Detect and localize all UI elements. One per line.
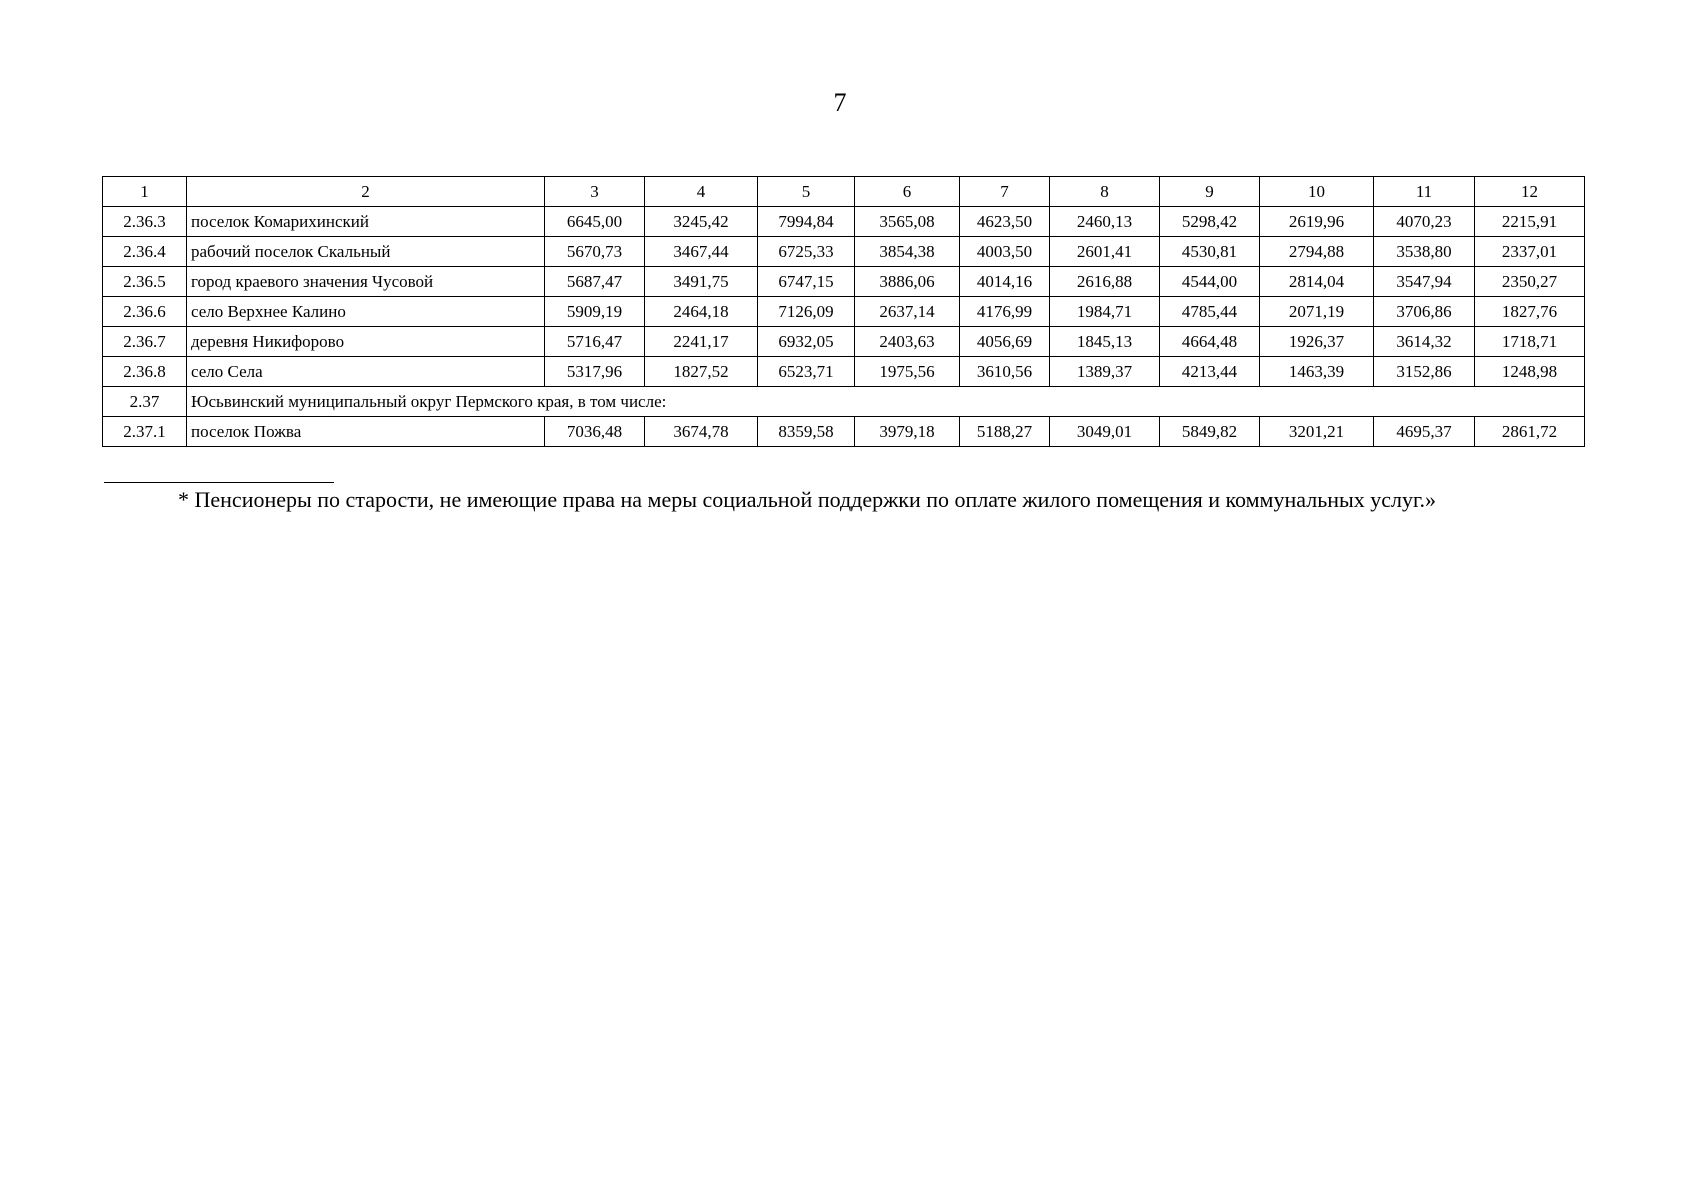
value-cell: 3547,94 [1374,267,1475,297]
value-cell: 2241,17 [645,327,758,357]
value-cell: 9 [1160,177,1260,207]
value-cell: 1463,39 [1260,357,1374,387]
row-name-cell: село Верхнее Калино [187,297,545,327]
row-code-cell: 1 [103,177,187,207]
value-cell: 5687,47 [545,267,645,297]
value-cell: 3674,78 [645,417,758,447]
value-cell: 5909,19 [545,297,645,327]
value-cell: 4213,44 [1160,357,1260,387]
value-cell: 4664,48 [1160,327,1260,357]
value-cell: 6725,33 [758,237,855,267]
value-cell: 7 [960,177,1050,207]
value-cell: 1984,71 [1050,297,1160,327]
value-cell: 1718,71 [1475,327,1585,357]
group-name-cell: Юсьвинский муниципальный округ Пермского края, в том числе: [187,387,1585,417]
row-name-cell: деревня Никифорово [187,327,545,357]
table-header-row [103,177,1585,207]
value-cell: 8359,58 [758,417,855,447]
value-cell: 6523,71 [758,357,855,387]
value-cell: 8 [1050,177,1160,207]
value-cell: 2337,01 [1475,237,1585,267]
value-cell: 4014,16 [960,267,1050,297]
row-code-cell: 2.36.4 [103,237,187,267]
table-row [103,417,1585,447]
row-code-cell: 2.37 [103,387,187,417]
table-row [103,357,1585,387]
value-cell: 2215,91 [1475,207,1585,237]
value-cell: 2616,88 [1050,267,1160,297]
value-cell: 2350,27 [1475,267,1585,297]
value-cell: 4695,37 [1374,417,1475,447]
page-number: 7 [833,88,847,117]
row-name-cell: поселок Пожва [187,417,545,447]
row-name-cell: рабочий поселок Скальный [187,237,545,267]
value-cell: 2464,18 [645,297,758,327]
row-code-cell: 2.36.8 [103,357,187,387]
value-cell: 11 [1374,177,1475,207]
value-cell: 3201,21 [1260,417,1374,447]
value-cell: 5317,96 [545,357,645,387]
value-cell: 6645,00 [545,207,645,237]
row-code-cell: 2.36.7 [103,327,187,357]
value-cell: 3854,38 [855,237,960,267]
value-cell: 1975,56 [855,357,960,387]
value-cell: 5298,42 [1160,207,1260,237]
value-cell: 1845,13 [1050,327,1160,357]
table-group-row [103,387,1585,417]
value-cell: 3245,42 [645,207,758,237]
value-cell: 3538,80 [1374,237,1475,267]
table-row [103,267,1585,297]
value-cell: 3565,08 [855,207,960,237]
row-code-cell: 2.36.5 [103,267,187,297]
row-code-cell: 2.36.3 [103,207,187,237]
value-cell: 4 [645,177,758,207]
value-cell: 3491,75 [645,267,758,297]
row-name-cell: 2 [187,177,545,207]
value-cell: 2619,96 [1260,207,1374,237]
value-cell: 3152,86 [1374,357,1475,387]
footnote: * Пенсионеры по старости, не имеющие права на меры социальной поддержки по оплате жилого помещения и коммунальных услуг.» [178,487,1437,512]
row-name-cell: город краевого значения Чусовой [187,267,545,297]
value-cell: 7126,09 [758,297,855,327]
value-cell: 6932,05 [758,327,855,357]
value-cell: 2794,88 [1260,237,1374,267]
value-cell: 4544,00 [1160,267,1260,297]
value-cell: 4056,69 [960,327,1050,357]
value-cell: 4530,81 [1160,237,1260,267]
value-cell: 2861,72 [1475,417,1585,447]
value-cell: 2071,19 [1260,297,1374,327]
value-cell: 5188,27 [960,417,1050,447]
value-cell: 4623,50 [960,207,1050,237]
value-cell: 2403,63 [855,327,960,357]
table-row [103,207,1585,237]
value-cell: 1248,98 [1475,357,1585,387]
value-cell: 10 [1260,177,1374,207]
value-cell: 3 [545,177,645,207]
value-cell: 1827,52 [645,357,758,387]
footnote-separator [104,482,334,483]
row-name-cell: село Села [187,357,545,387]
value-cell: 4176,99 [960,297,1050,327]
value-cell: 3706,86 [1374,297,1475,327]
value-cell: 2460,13 [1050,207,1160,237]
value-cell: 3979,18 [855,417,960,447]
tariff-table [102,176,1585,447]
value-cell: 7036,48 [545,417,645,447]
value-cell: 4070,23 [1374,207,1475,237]
value-cell: 2814,04 [1260,267,1374,297]
value-cell: 5849,82 [1160,417,1260,447]
table-body [103,177,1585,447]
value-cell: 6 [855,177,960,207]
value-cell: 5 [758,177,855,207]
value-cell: 4785,44 [1160,297,1260,327]
table-row [103,237,1585,267]
value-cell: 6747,15 [758,267,855,297]
value-cell: 3886,06 [855,267,960,297]
value-cell: 3049,01 [1050,417,1160,447]
value-cell: 4003,50 [960,237,1050,267]
value-cell: 5716,47 [545,327,645,357]
value-cell: 2637,14 [855,297,960,327]
value-cell: 1827,76 [1475,297,1585,327]
value-cell: 3614,32 [1374,327,1475,357]
value-cell: 3610,56 [960,357,1050,387]
table-row [103,327,1585,357]
value-cell: 7994,84 [758,207,855,237]
row-code-cell: 2.37.1 [103,417,187,447]
value-cell: 1389,37 [1050,357,1160,387]
value-cell: 5670,73 [545,237,645,267]
value-cell: 2601,41 [1050,237,1160,267]
row-code-cell: 2.36.6 [103,297,187,327]
value-cell: 3467,44 [645,237,758,267]
value-cell: 12 [1475,177,1585,207]
row-name-cell: поселок Комарихинский [187,207,545,237]
table-row [103,297,1585,327]
value-cell: 1926,37 [1260,327,1374,357]
